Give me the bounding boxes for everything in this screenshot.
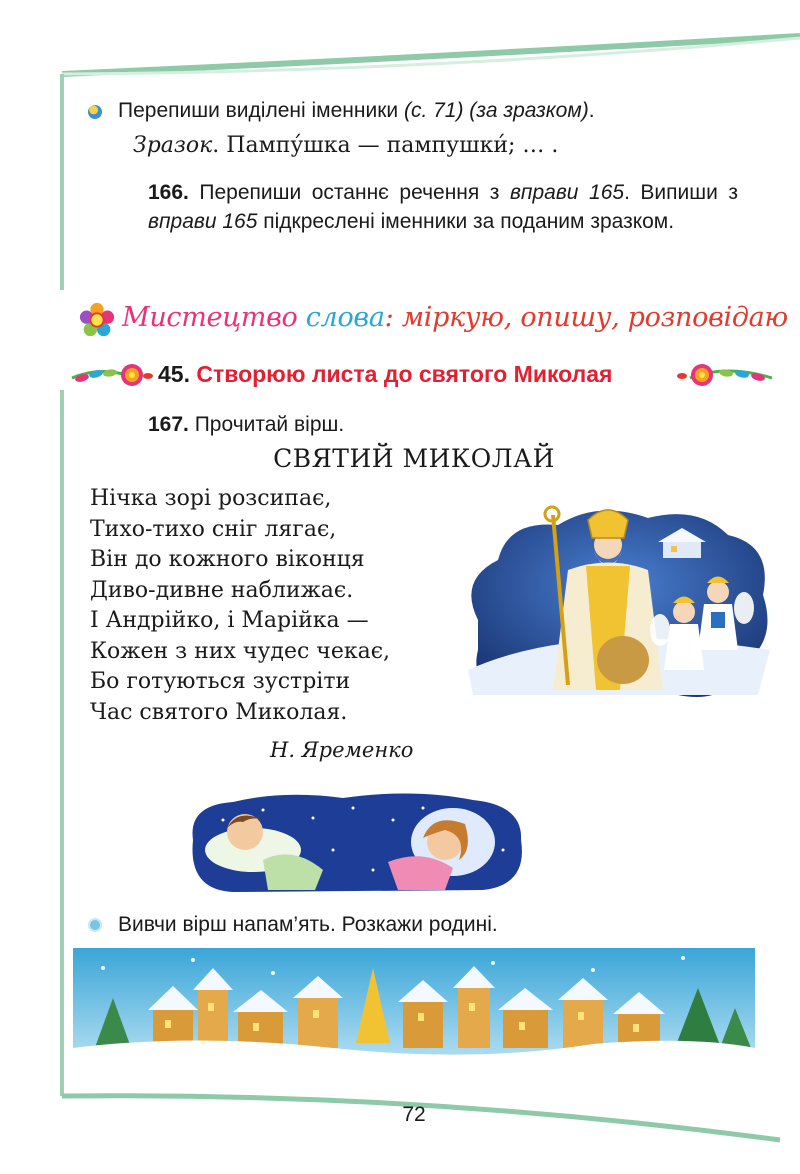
bullet-icon bbox=[88, 918, 102, 932]
poem-line: І Андрійко, і Марійка — bbox=[90, 608, 369, 633]
poem-author: Н. Яременко bbox=[270, 738, 414, 762]
page-number: 72 bbox=[402, 1103, 426, 1126]
exercise-166: 166. Перепиши останнє речення з вправи 165. Випиши з вправи 165 підкреслені іменники за поданим зразком. bbox=[148, 181, 739, 233]
poem-line: Нічка зорі розсипає, bbox=[90, 486, 332, 511]
poem-line: Тихо-тихо сніг лягає, bbox=[90, 516, 337, 542]
sample-line: Зразок. Пампу́шка — пампушки́; … . bbox=[133, 133, 559, 158]
saint-nicholas-illustration bbox=[458, 500, 778, 705]
exercise-167: 167. Прочитай вірш. bbox=[148, 413, 345, 436]
bullet-icon bbox=[88, 105, 102, 119]
poem-line: Він до кожного віконця bbox=[90, 547, 365, 572]
sleeping-children-illustration bbox=[183, 790, 528, 898]
instruction-copy-nouns: Перепиши виділені іменники (с. 71) (за зразком). bbox=[118, 99, 595, 122]
lesson-heading: 45. Створюю листа до святого Миколая bbox=[158, 361, 613, 387]
poem-line: Час святого Миколая. bbox=[90, 699, 348, 725]
flower-icon bbox=[78, 301, 116, 339]
exercise-number: 166. bbox=[148, 181, 189, 204]
section-heading: Мистецтво слова: міркую, опишу, розповідаю bbox=[122, 302, 788, 333]
poem-title: СВЯТИЙ МИКОЛАЙ bbox=[273, 444, 555, 473]
floral-ornament-icon bbox=[70, 356, 154, 394]
floral-ornament-icon bbox=[676, 356, 776, 394]
poem-line: Диво-дивне наближає. bbox=[90, 577, 354, 603]
task-learn-poem: Вивчи вірш напам’ять. Розкажи родині. bbox=[118, 913, 498, 936]
poem-text bbox=[90, 484, 390, 728]
exercise-number: 167. bbox=[148, 413, 189, 436]
poem-line: Кожен з них чудес чекає, bbox=[90, 638, 391, 664]
poem-line: Бо готуються зустріти bbox=[90, 669, 351, 694]
winter-village-illustration bbox=[73, 948, 755, 1073]
